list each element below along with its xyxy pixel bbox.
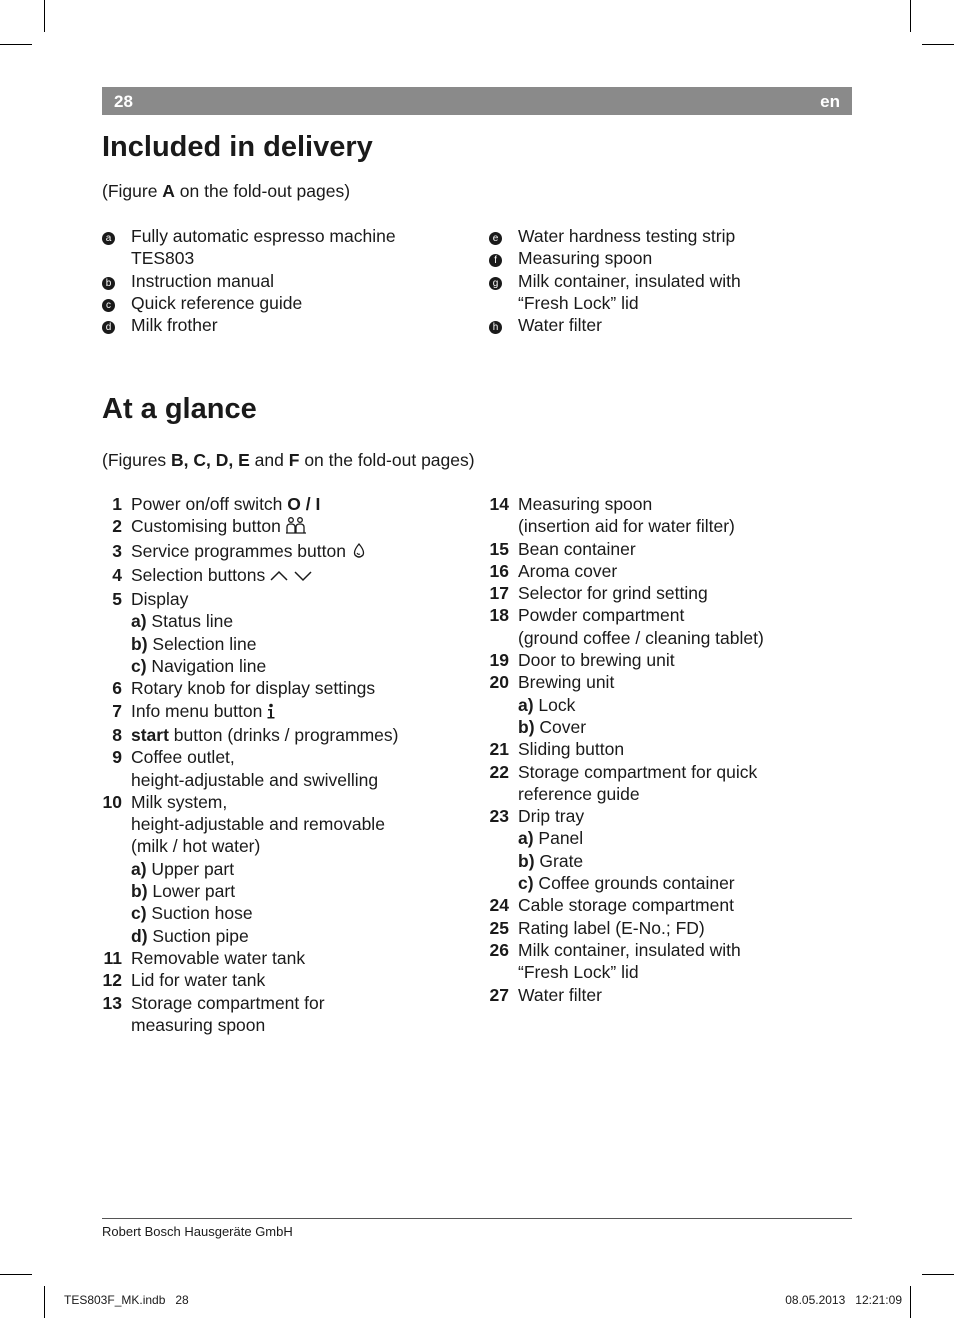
crop-mark [0,1274,32,1275]
item-text: Measuring spoon [518,494,653,514]
item-text: Rating label (E-No.; FD) [518,917,705,938]
item-letter-badge: d [102,321,115,334]
list-item [489,894,849,916]
list-item [489,827,849,849]
list-item [102,564,472,588]
item-text: Customising button [131,515,307,539]
item-text: Info menu button [131,700,276,724]
list-item [489,225,849,247]
item-text: Measuring spoon [518,248,653,269]
item-number [102,610,131,632]
item-text: Drip tray [518,806,585,827]
item-number [489,961,518,983]
list-item [102,540,472,564]
list-item [489,314,849,336]
item-text: c) Navigation line [131,656,267,677]
list-item [102,633,472,655]
list-item [102,270,462,292]
item-number [102,769,131,791]
item-number: 13 [102,992,122,1013]
list-item [102,902,472,924]
list-item [102,858,472,880]
list-item [489,538,849,560]
list-item [489,850,849,872]
item-number: 18 [489,605,509,626]
crop-mark [910,1286,911,1318]
item-number: 19 [489,650,509,671]
list-item [489,961,849,983]
item-text: Cable storage compartment [518,895,734,916]
list-item [102,746,472,768]
list-item [102,880,472,902]
item-text: “Fresh Lock” lid [518,292,639,313]
list-item [489,649,849,671]
item-letter-badge: h [489,321,502,334]
item-letter-badge: g [489,277,502,290]
info-icon [266,702,276,724]
delivery-list-left [102,225,462,336]
item-text: a) Upper part [131,858,235,879]
list-item [102,247,462,269]
item-number [489,716,518,738]
item-number: 2 [112,516,122,537]
item-text: start button (drinks / programmes) [131,724,399,745]
item-number: 21 [489,739,509,760]
item-number: 27 [489,984,509,1005]
crop-mark [922,1274,954,1275]
item-text: Water filter [518,984,602,1005]
item-text: Instruction manual [131,270,274,291]
list-item [102,791,472,813]
list-item [489,783,849,805]
figure-reference-delivery: (Figure A on the fold-out pages) [102,181,351,201]
section-title-delivery: Included in delivery [102,131,373,163]
language-code: en [820,92,840,111]
list-item [102,677,472,699]
item-text: (insertion aid for water filter) [518,516,735,537]
item-number [102,655,131,677]
item-number [102,1014,131,1036]
list-item [102,292,462,314]
item-number: 7 [112,700,122,721]
item-number [489,627,518,649]
list-item [102,588,472,610]
item-number [489,694,518,716]
customising-icon [285,517,307,539]
print-slug-file: TES803F_MK.indb 28 [64,1293,189,1307]
page-number: 28 [114,92,133,111]
item-number [102,925,131,947]
item-text: b) Selection line [131,633,257,654]
item-number [102,633,131,655]
item-text: Sliding button [518,739,625,760]
list-item [102,969,472,991]
item-text: Coffee outlet, [131,747,235,768]
item-text: Milk system, [131,791,228,812]
list-item [489,560,849,582]
list-item [489,939,849,961]
item-letter-badge: e [489,232,502,245]
item-text: Selection buttons [131,564,315,588]
item-number: 12 [102,970,122,991]
list-item [102,700,472,724]
page-header-bar [102,87,852,115]
delivery-list-right [489,225,849,336]
list-item [102,225,462,247]
footer-divider [102,1218,852,1219]
list-item [102,813,472,835]
list-item [102,493,472,515]
item-text: reference guide [518,783,640,804]
item-text: Service programmes button [131,540,368,564]
item-number: 20 [489,672,509,693]
item-text: b) Lower part [131,881,236,902]
item-text: (milk / hot water) [131,836,261,857]
list-item [489,515,849,537]
item-text: Water hardness testing strip [518,226,736,246]
item-letter-badge: b [102,277,115,290]
item-text: a) Panel [518,828,584,849]
crop-mark [910,0,911,32]
item-number [102,835,131,857]
item-text: height-adjustable and swivelling [131,769,379,790]
item-number: 25 [489,917,509,938]
list-item [489,292,849,314]
item-number: 17 [489,583,509,604]
item-number: 10 [102,791,122,812]
list-item [489,493,849,515]
item-number [102,880,131,902]
item-text: Storage compartment for quick [518,761,758,782]
list-item [102,314,462,336]
item-letter-badge: c [102,299,115,312]
item-number: 5 [112,589,122,610]
footer-company: Robert Bosch Hausgeräte GmbH [102,1224,293,1239]
item-number: 1 [112,494,122,514]
item-text: b) Cover [518,716,587,737]
list-item [489,917,849,939]
item-text: a) Status line [131,611,234,632]
item-text: Aroma cover [518,560,618,581]
item-text: Milk frother [131,315,218,336]
section-title-glance: At a glance [102,393,257,425]
item-text: Power on/off switch O / I [131,494,321,514]
item-text: Rotary knob for display settings [131,678,376,699]
item-number: 4 [112,564,122,585]
item-text: a) Lock [518,694,576,715]
item-number: 14 [489,494,509,514]
list-item [489,984,849,1006]
crop-mark [0,44,32,45]
item-letter-badge: f [489,254,502,267]
item-number: 8 [112,724,122,745]
item-text: Removable water tank [131,947,306,968]
item-text: Selector for grind setting [518,583,708,604]
item-number [489,783,518,805]
item-number [489,850,518,872]
item-text: Door to brewing unit [518,650,675,671]
item-number: 9 [112,747,122,768]
glance-list-right [489,493,849,1006]
crop-mark [922,44,954,45]
item-text: Milk container, insulated with [518,939,741,960]
list-item [489,604,849,626]
figure-reference-glance: (Figures B, C, D, E and F on the fold-out pages) [102,450,475,470]
chevrons-icon [269,566,315,588]
crop-mark [44,1286,45,1318]
item-text: Quick reference guide [131,292,303,313]
item-number: 23 [489,806,509,827]
item-number: 24 [489,895,509,916]
list-item [489,761,849,783]
item-number [489,872,518,894]
item-text: b) Grate [518,850,584,871]
list-item [102,515,472,539]
item-text: measuring spoon [131,1014,266,1035]
item-number: 26 [489,939,509,960]
list-item [102,992,472,1014]
item-text: Powder compartment [518,605,685,626]
list-item [489,671,849,693]
item-text: “Fresh Lock” lid [518,962,639,983]
list-item [102,925,472,947]
item-number: 22 [489,761,509,782]
item-text: Storage compartment for [131,992,325,1013]
list-item [489,270,849,292]
item-number [489,515,518,537]
item-text: (ground coffee / cleaning tablet) [518,627,764,648]
list-item [489,582,849,604]
list-item [489,872,849,894]
item-number: 3 [112,540,122,561]
item-text: TES803 [131,248,195,269]
list-item [102,610,472,632]
list-item [102,947,472,969]
list-item [489,738,849,760]
item-number [489,827,518,849]
list-item [489,627,849,649]
list-item [489,805,849,827]
list-item [489,716,849,738]
item-text: c) Coffee grounds container [518,873,735,894]
item-number [102,813,131,835]
item-text: height-adjustable and removable [131,814,385,835]
item-text: Bean container [518,538,636,559]
item-text: Brewing unit [518,672,615,693]
list-item [102,724,472,746]
crop-mark [44,0,45,32]
item-text: Lid for water tank [131,970,266,991]
list-item [489,694,849,716]
list-item [102,835,472,857]
item-text: Display [131,589,189,610]
item-text: Milk container, insulated with [518,270,741,291]
glance-list-left [102,493,472,1036]
item-number [102,858,131,880]
item-text: Fully automatic espresso machine [131,226,396,246]
item-letter-badge: a [102,232,115,245]
item-text: d) Suction pipe [131,925,249,946]
list-item [489,247,849,269]
item-number: 6 [112,678,122,699]
print-slug-date: 08.05.2013 12:21:09 [785,1293,902,1307]
list-item [102,655,472,677]
item-number: 11 [103,947,122,968]
service-icon [350,542,368,564]
list-item [102,769,472,791]
list-item [102,1014,472,1036]
item-number: 15 [489,538,509,559]
item-text: Water filter [518,315,602,336]
item-text: c) Suction hose [131,903,253,924]
item-number: 16 [489,560,509,581]
item-number [102,902,131,924]
